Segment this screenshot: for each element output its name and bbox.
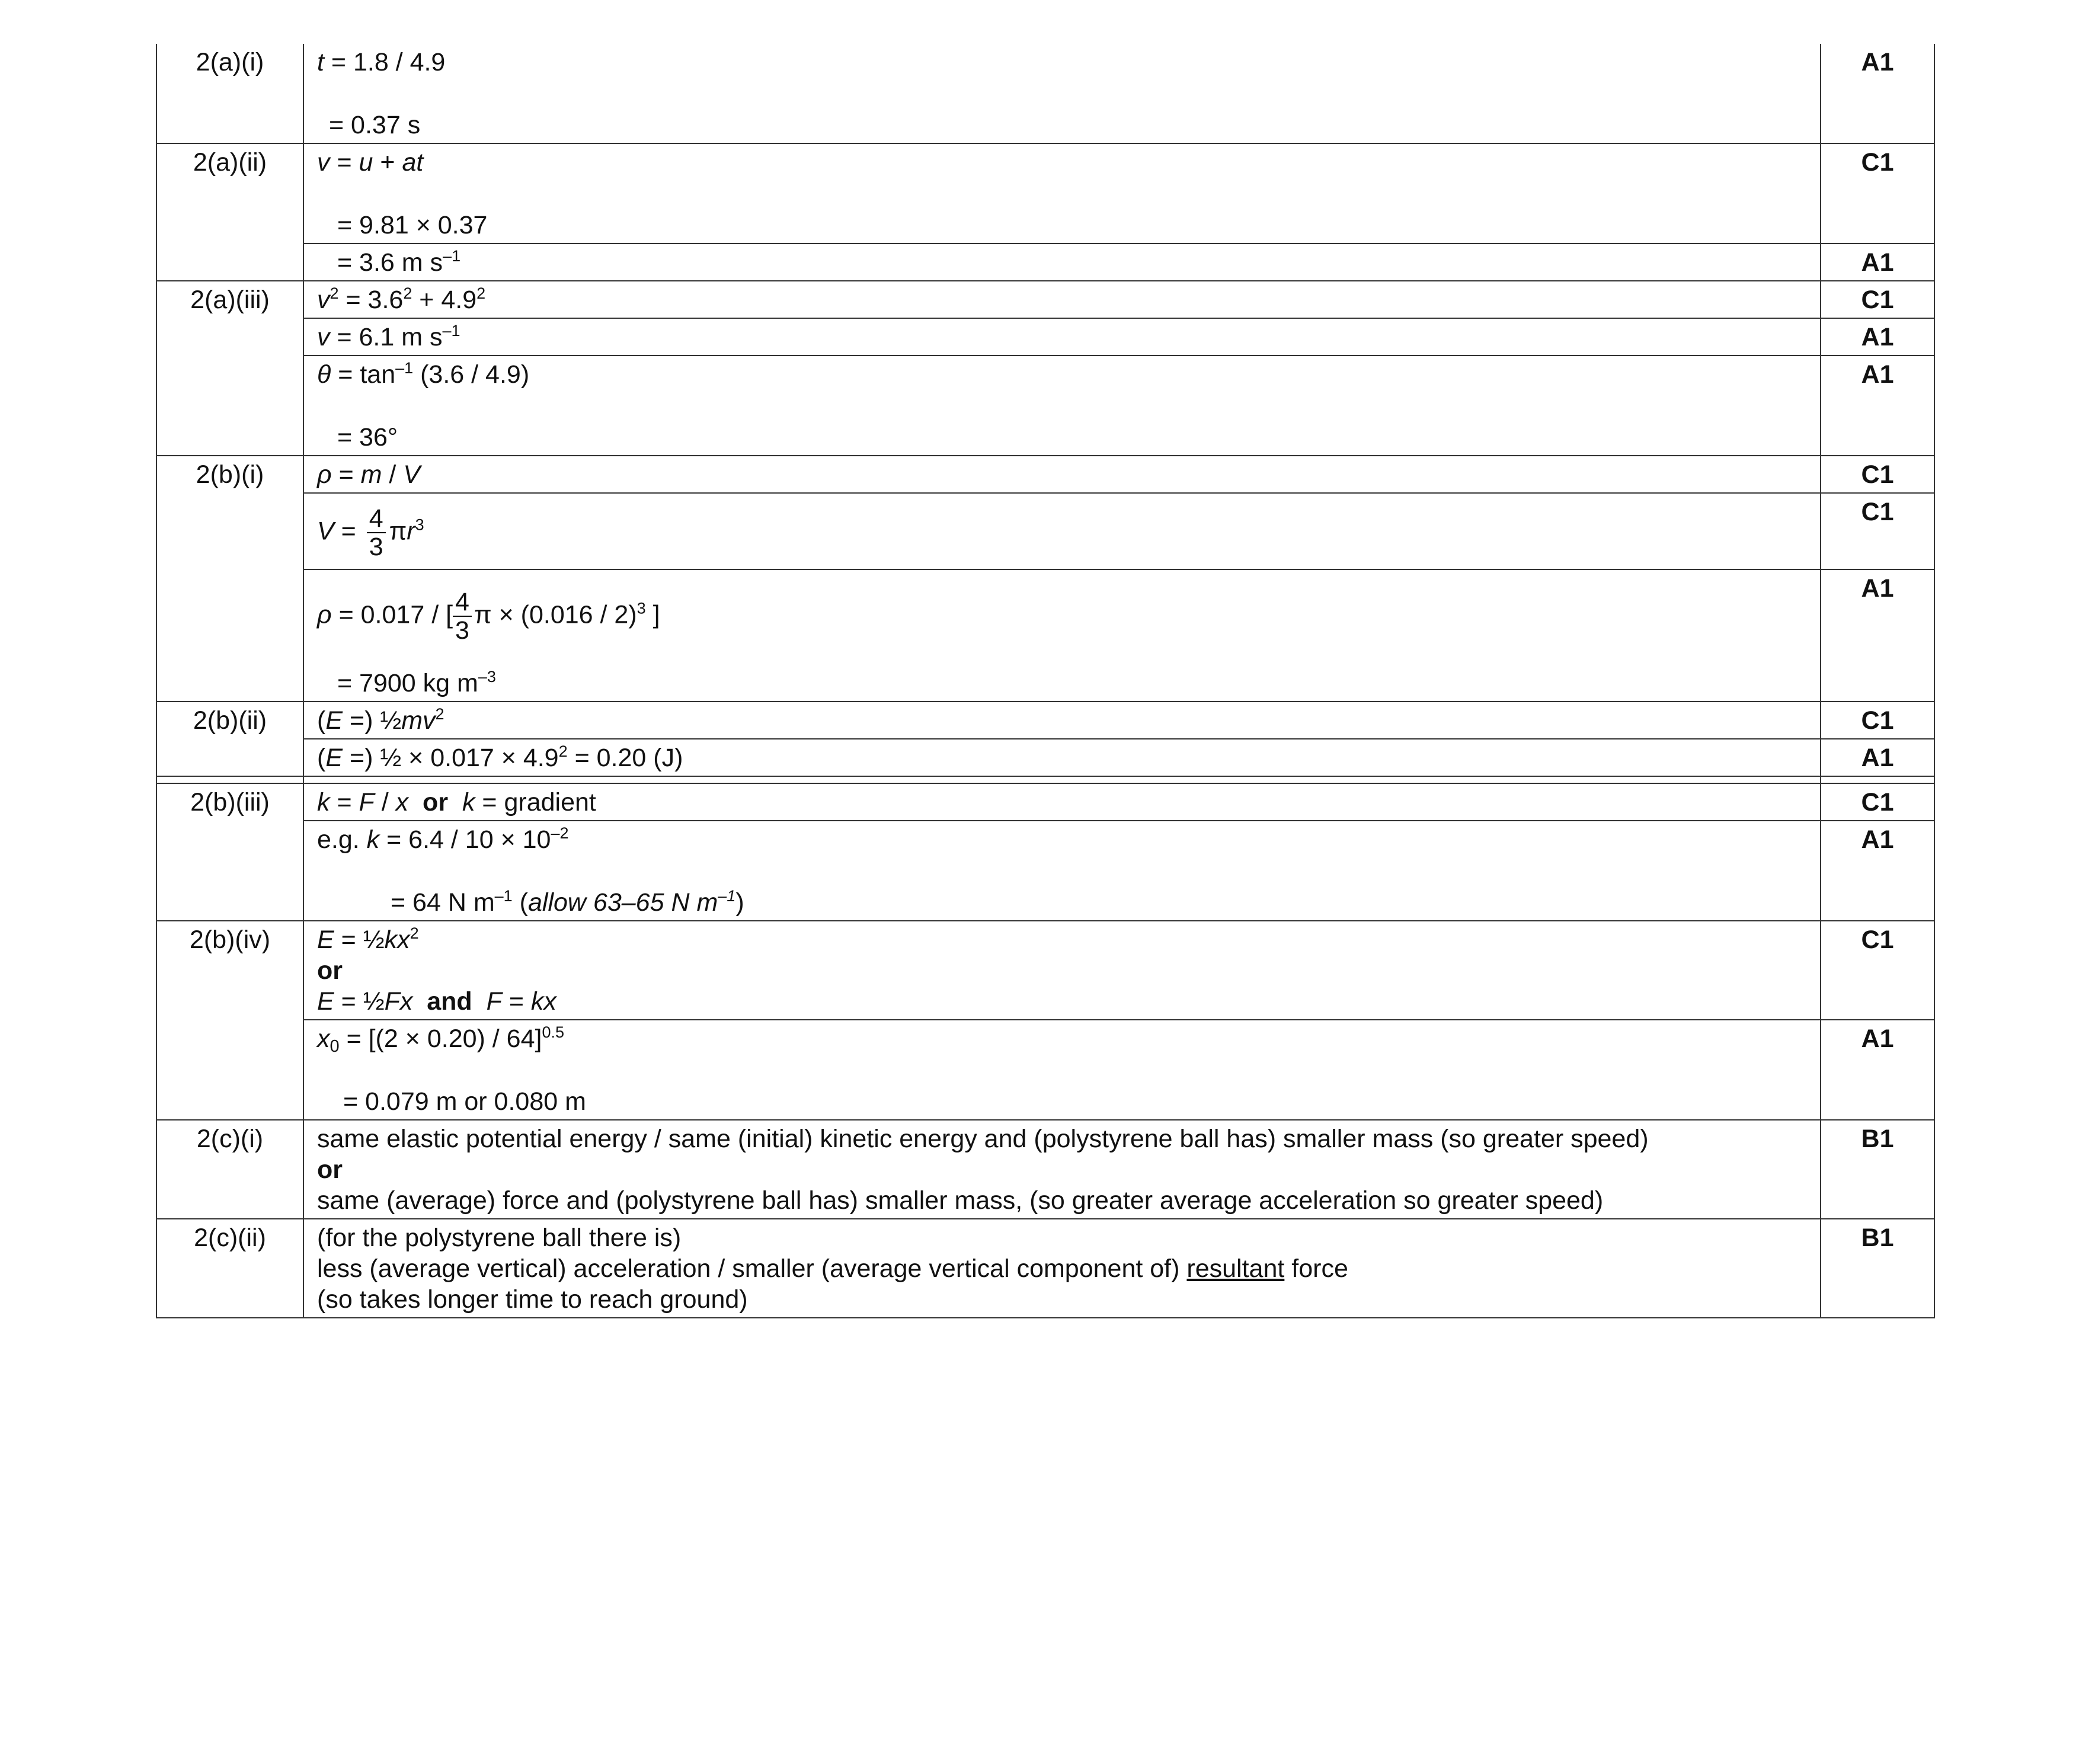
symbol: ρ: [317, 600, 332, 629]
equation-text: =: [501, 987, 531, 1016]
equation-text: /: [374, 788, 396, 817]
question-number: 2(b)(iii): [156, 783, 303, 921]
answer-cell: [303, 702, 1821, 739]
table-row: [156, 1219, 1934, 1318]
answer-text: (so takes longer time to reach ground): [317, 1285, 748, 1314]
symbol: F: [486, 987, 502, 1016]
equation-text: = 0.017 / [: [331, 600, 453, 629]
mark-label: C1: [1821, 493, 1934, 569]
equation-text: = tan: [331, 360, 396, 389]
equation-text: =) ½: [343, 706, 402, 735]
question-number: 2(c)(ii): [156, 1219, 303, 1318]
exponent: 3: [415, 516, 424, 534]
equation-text: = 3.6: [338, 286, 404, 314]
exponent: –1: [718, 887, 736, 905]
table-row: [156, 281, 1934, 318]
table-row: [156, 143, 1934, 244]
answer-cell: [303, 1219, 1821, 1318]
table-row: [156, 1120, 1934, 1219]
answer-cell: [303, 244, 1821, 281]
symbol: mv: [401, 706, 436, 735]
equation-text: =: [334, 517, 363, 546]
equation-text: = ½: [334, 926, 385, 954]
answer-cell: [303, 783, 1821, 821]
equation-text: +: [373, 148, 402, 177]
mark-label: A1: [1821, 1020, 1934, 1120]
symbol: V: [317, 517, 334, 546]
fraction-denominator: 3: [455, 616, 469, 645]
symbol: v: [317, 323, 330, 351]
symbol: k: [366, 825, 380, 854]
equation-text: (3.6 / 4.9): [413, 360, 530, 389]
table-row: [156, 702, 1934, 739]
table-row: [156, 493, 1934, 569]
mark-label: C1: [1821, 702, 1934, 739]
answer-cell: [303, 44, 1821, 143]
exponent: –1: [443, 247, 461, 265]
symbol: F: [359, 788, 375, 817]
exponent: 0.5: [542, 1023, 565, 1041]
symbol: k: [317, 788, 330, 817]
equation-text: = 1.8 / 4.9: [324, 48, 446, 76]
symbol: x: [395, 788, 409, 817]
answer-cell: [303, 281, 1821, 318]
question-number: 2(a)(iii): [156, 281, 303, 456]
connective: or: [317, 1155, 343, 1184]
underlined-keyword: resultant: [1186, 1254, 1285, 1283]
exponent: –3: [478, 668, 496, 686]
answer-cell: [303, 318, 1821, 356]
symbol: V: [403, 460, 421, 489]
exponent: –1: [395, 359, 414, 377]
answer-cell: [303, 493, 1821, 569]
table-row: [156, 921, 1934, 1020]
equation-text: (: [317, 706, 326, 735]
symbol: θ: [317, 360, 331, 389]
exponent: –1: [442, 322, 460, 340]
equation-text: =: [330, 788, 359, 817]
question-number: 2(b)(ii): [156, 702, 303, 776]
mark-label: A1: [1821, 569, 1934, 702]
mark-scheme-table: [156, 44, 1935, 1318]
exponent: 3: [637, 599, 646, 617]
mark-label: A1: [1821, 739, 1934, 776]
answer-text: less (average vertical) acceleration / smaller (average vertical component of): [317, 1254, 1187, 1283]
symbol: x: [317, 1025, 330, 1053]
table-row: [156, 356, 1934, 456]
mark-label: A1: [1821, 356, 1934, 456]
symbol: E: [325, 706, 343, 735]
equation-text: ]: [645, 600, 660, 629]
question-number: 2(b)(i): [156, 456, 303, 702]
mark-label: C1: [1821, 921, 1934, 1020]
equation-text: /: [382, 460, 404, 489]
exponent: 2: [403, 284, 412, 302]
equation-text: =) ½ × 0.017 × 4.9: [343, 744, 559, 772]
fraction: [367, 505, 386, 561]
equation-text: = 6.4 / 10 × 10: [379, 825, 551, 854]
equation-text: e.g.: [317, 825, 367, 854]
mark-label: B1: [1821, 1219, 1934, 1318]
symbol: v: [317, 148, 330, 177]
equation-text: = gradient: [475, 788, 596, 817]
equation-line: = 9.81 × 0.37: [337, 211, 488, 239]
answer-text: same (average) force and (polystyrene ball has) smaller mass, (so greater average acceleration so greater speed): [317, 1186, 1604, 1215]
symbol: u: [359, 148, 373, 177]
allowance-note: allow 63–65 N m: [527, 888, 718, 917]
answer-cell: [303, 739, 1821, 776]
symbol: m: [360, 460, 382, 489]
exponent: –1: [494, 887, 513, 905]
mark-label: C1: [1821, 456, 1934, 493]
question-number: 2(c)(i): [156, 1120, 303, 1219]
answer-cell: [303, 143, 1821, 244]
equation-text: π × (0.016 / 2): [474, 600, 637, 629]
symbol: kx: [530, 987, 556, 1016]
symbol: π: [389, 517, 407, 546]
table-row: [156, 821, 1934, 921]
table-row: [156, 318, 1934, 356]
symbol: E: [317, 926, 334, 954]
table-row: [156, 456, 1934, 493]
mark-label: C1: [1821, 143, 1934, 244]
answer-cell: [303, 356, 1821, 456]
answer-text: force: [1284, 1254, 1348, 1283]
equation-text: =: [330, 148, 359, 177]
equation-result: = 0.37 s: [329, 111, 421, 139]
equation-result: = 36°: [337, 423, 398, 452]
answer-cell: [303, 1120, 1821, 1219]
exponent: 2: [330, 284, 339, 302]
symbol: ρ: [317, 460, 332, 489]
symbol: r: [407, 517, 415, 546]
mark-label: A1: [1821, 44, 1934, 143]
equation-text: = 0.20 (J): [567, 744, 683, 772]
equation-text: = [(2 × 0.20) / 64]: [339, 1025, 542, 1053]
symbol: E: [325, 744, 343, 772]
table-row: [156, 783, 1934, 821]
equation-text: = 6.1 m s: [330, 323, 443, 351]
equation-result: = 7900 kg m: [337, 669, 478, 697]
table-row: [156, 244, 1934, 281]
equation-text: + 4.9: [412, 286, 477, 314]
equation-result: = 3.6 m s: [337, 248, 443, 277]
table-row: [156, 44, 1934, 143]
mark-label: C1: [1821, 281, 1934, 318]
fraction-numerator: 4: [367, 505, 386, 533]
mark-label: B1: [1821, 1120, 1934, 1219]
equation-text: =: [331, 460, 361, 489]
exponent: 2: [558, 742, 568, 760]
mark-label: A1: [1821, 318, 1934, 356]
answer-cell: [303, 821, 1821, 921]
mark-scheme-sheet: [156, 44, 1934, 1318]
fraction: [453, 588, 472, 644]
fraction-numerator: 4: [453, 588, 472, 617]
question-number: 2(a)(i): [156, 44, 303, 143]
answer-cell: [303, 569, 1821, 702]
page-break-separator: [156, 776, 1934, 783]
equation-text: ): [735, 888, 744, 917]
equation-result: = 64 N m: [391, 888, 495, 917]
table-row: [156, 569, 1934, 702]
answer-cell: [303, 1020, 1821, 1120]
question-number: 2(a)(ii): [156, 143, 303, 281]
symbol: v: [317, 286, 330, 314]
symbol: at: [402, 148, 424, 177]
answer-cell: [303, 456, 1821, 493]
exponent: 2: [435, 705, 444, 723]
subscript: 0: [330, 1037, 340, 1056]
answer-cell: [303, 921, 1821, 1020]
equation-text: (: [317, 744, 326, 772]
symbol: kx: [384, 926, 410, 954]
symbol: Fx: [384, 987, 413, 1016]
answer-text: same elastic potential energy / same (initial) kinetic energy and (polystyrene ball has) smaller mass (so greater speed): [317, 1125, 1649, 1153]
table-row: [156, 1020, 1934, 1120]
symbol: t: [317, 48, 324, 76]
equation-text: (: [512, 888, 528, 917]
connective: and: [427, 987, 472, 1016]
connective: or: [317, 956, 343, 985]
mark-label: A1: [1821, 821, 1934, 921]
equation-text: = ½: [334, 987, 385, 1016]
symbol: E: [317, 987, 334, 1016]
table-row: [156, 739, 1934, 776]
connective: or: [423, 788, 449, 817]
symbol: k: [462, 788, 475, 817]
mark-label: A1: [1821, 244, 1934, 281]
equation-result: = 0.079 m or 0.080 m: [343, 1087, 586, 1116]
exponent: –2: [551, 824, 569, 842]
mark-label: C1: [1821, 783, 1934, 821]
fraction-denominator: 3: [369, 533, 383, 561]
exponent: 2: [410, 924, 419, 942]
answer-text: (for the polystyrene ball there is): [317, 1224, 682, 1252]
question-number: 2(b)(iv): [156, 921, 303, 1120]
exponent: 2: [476, 284, 486, 302]
